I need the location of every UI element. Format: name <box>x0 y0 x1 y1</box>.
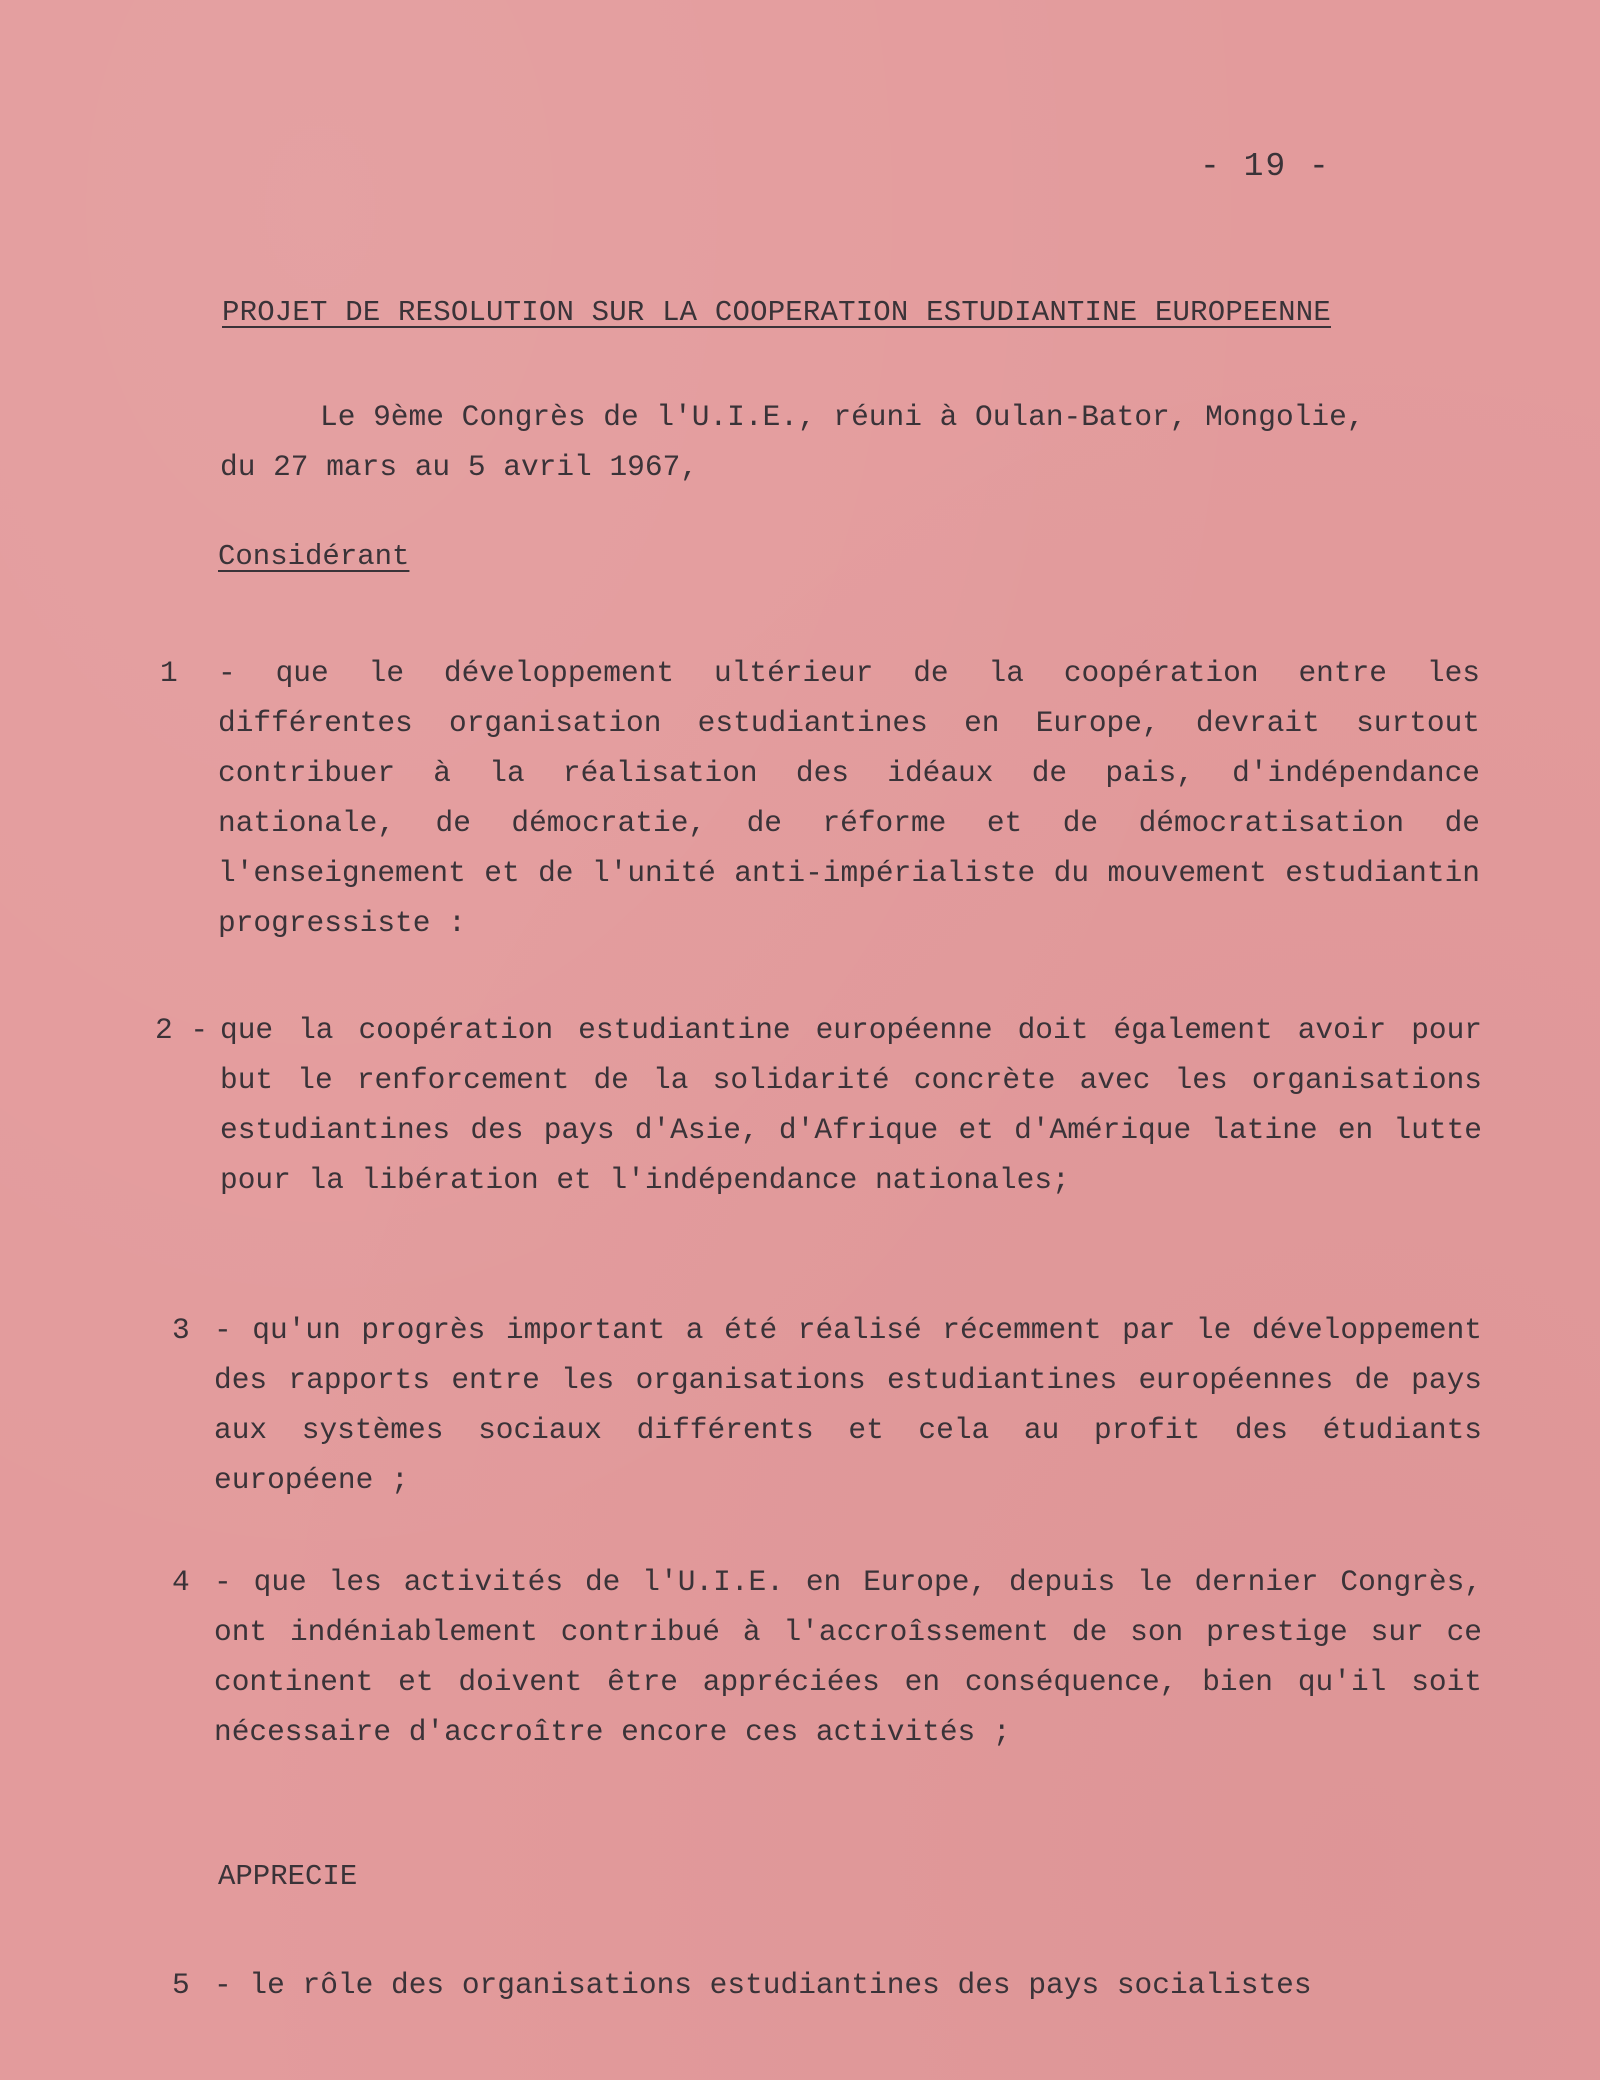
considerant-item-4 <box>150 1557 1490 1757</box>
item-text: que la coopération estudiantine européenne doit également avoir pour but le renforcement de la solidarité concrète avec les organisations estudiantines des pays d'Asie, d'Afrique et d'Amérique latine en lutte pour la libération et l'indépendance nationales; <box>220 1013 1482 1197</box>
considerant-heading: Considérant <box>218 540 410 573</box>
apprecie-item-5 <box>150 1960 1490 2010</box>
page-number: - 19 - <box>1200 148 1331 185</box>
considerant-item-3 <box>150 1305 1490 1505</box>
resolution-title: PROJET DE RESOLUTION SUR LA COOPERATION ESTUDIANTINE EUROPEENNE <box>222 296 1331 329</box>
item-number: 3 <box>172 1313 190 1347</box>
intro-line-2: du 27 mars au 5 avril 1967, <box>220 450 698 484</box>
item-text: - que les activités de l'U.I.E. en Europe, depuis le dernier Congrès, ont indéniablement contribué à l'accroîssement de son prestige sur ce continent et doivent être appréciées en conséquence, bien qu'il soit nécessaire d'accroître encore ces activités ; <box>214 1565 1482 1749</box>
intro-line-1: Le 9ème Congrès de l'U.I.E., réuni à Oulan-Bator, Mongolie, <box>320 400 1365 434</box>
item-text: - que le développement ultérieur de la coopération entre les différentes organisation estudiantines en Europe, devrait surtout contribuer à la réalisation des idéaux de pais, d'indépendance nationale, de démocratie, de réforme et de démocratisation de l'enseignement et de l'unité anti-impérialiste du mouvement estudiantin progressiste : <box>218 656 1480 940</box>
considerant-item-2 <box>150 1005 1490 1205</box>
intro-paragraph <box>220 392 1520 492</box>
item-number: 4 <box>172 1565 190 1599</box>
item-text: - le rôle des organisations estudiantines des pays socialistes <box>214 1968 1312 2002</box>
item-number: 2 - <box>155 1013 209 1047</box>
item-text: - qu'un progrès important a été réalisé récemment par le développement des rapports entre les organisations estudiantines européennes de pays aux systèmes sociaux différents et cela au profit des étudiants européene ; <box>214 1313 1482 1497</box>
item-number: 1 <box>160 656 178 690</box>
considerant-item-1 <box>150 648 1490 948</box>
item-number: 5 <box>172 1968 190 2002</box>
apprecie-heading: APPRECIE <box>218 1860 358 1893</box>
